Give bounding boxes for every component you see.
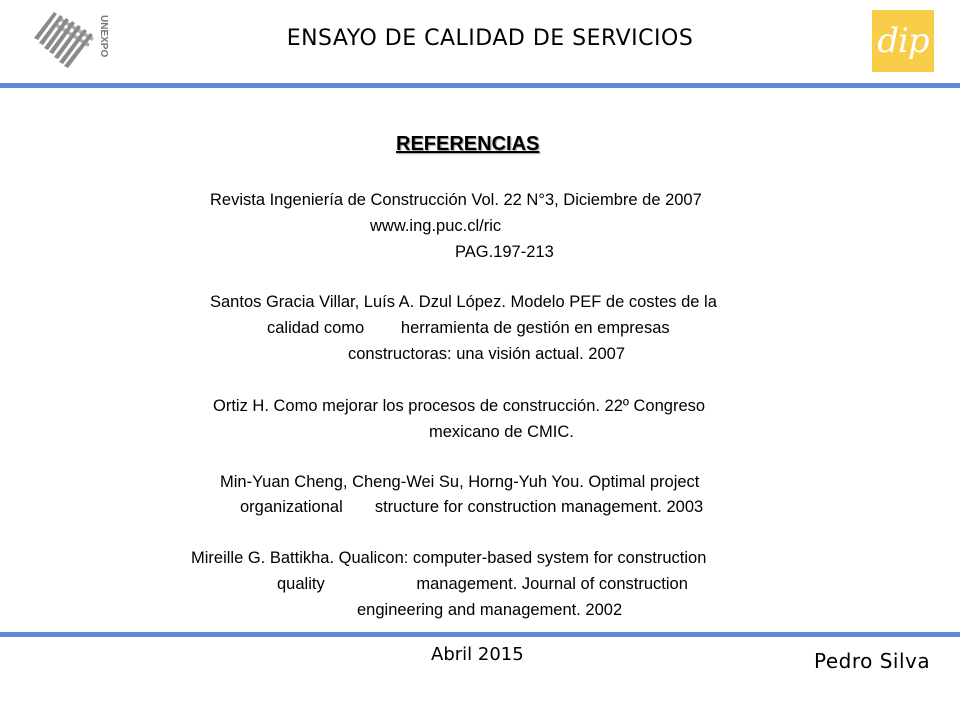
reference-2-line-1: Santos Gracia Villar, Luís A. Dzul López. Modelo PEF de costes de la bbox=[210, 293, 717, 311]
reference-5-line-1: Mireille G. Battikha. Qualicon: computer-based system for construction bbox=[191, 549, 707, 567]
section-title: REFERENCIAS bbox=[396, 133, 540, 155]
reference-5-line-2: quality management. Journal of construction bbox=[277, 575, 688, 593]
reference-1-line-1: Revista Ingeniería de Construcción Vol. 22 N°3, Diciembre de 2007 bbox=[210, 191, 702, 209]
dip-logo-text: dip bbox=[877, 21, 929, 61]
reference-3-line-2: mexicano de CMIC. bbox=[429, 423, 574, 441]
footer-divider bbox=[0, 632, 960, 637]
reference-3-line-1: Ortiz H. Como mejorar los procesos de construcción. 22º Congreso bbox=[213, 397, 706, 415]
footer-date: Abril 2015 bbox=[431, 644, 524, 665]
reference-2-line-2: calidad como herramienta de gestión en empresas bbox=[267, 319, 670, 337]
reference-1-line-2: www.ing.puc.cl/ric bbox=[370, 217, 502, 235]
reference-4-line-2: organizational structure for construction management. 2003 bbox=[240, 498, 704, 516]
reference-5-line-3: engineering and management. 2002 bbox=[357, 601, 623, 619]
svg-text:UNEXPO: UNEXPO bbox=[98, 15, 109, 58]
footer-author: Pedro Silva bbox=[814, 649, 931, 673]
dip-logo bbox=[872, 10, 934, 72]
header-divider bbox=[0, 83, 960, 88]
reference-2-line-3: constructoras: una visión actual. 2007 bbox=[348, 345, 625, 363]
page-title: ENSAYO DE CALIDAD DE SERVICIOS bbox=[286, 26, 694, 51]
reference-1-line-3: PAG.197-213 bbox=[455, 243, 554, 261]
reference-4-line-1: Min-Yuan Cheng, Cheng-Wei Su, Horng-Yuh You. Optimal project bbox=[220, 473, 700, 491]
